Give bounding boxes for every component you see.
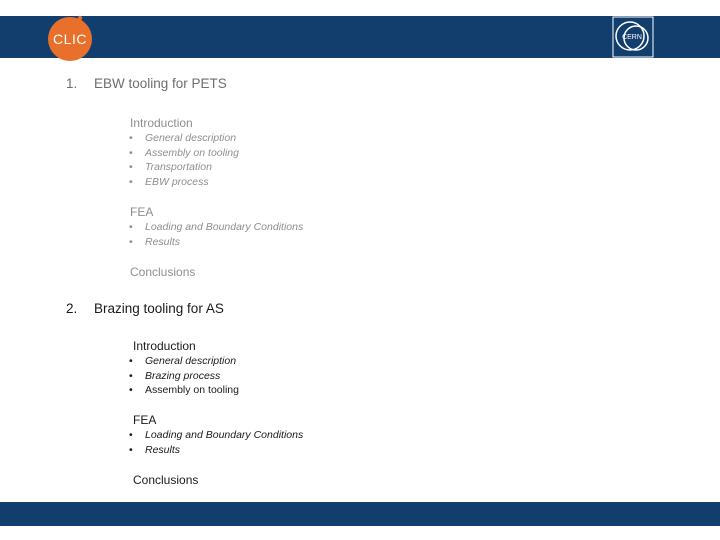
list-item: • General description — [129, 354, 239, 369]
section-1-fea-list — [129, 220, 303, 249]
section-1-intro-list — [129, 131, 239, 189]
list-item: • Assembly on tooling — [129, 146, 239, 161]
cern-logo-text: CERN — [622, 34, 642, 41]
clic-logo — [46, 12, 98, 64]
list-item: • Assembly on tooling — [129, 383, 239, 398]
section-2-conclusions: Conclusions — [133, 473, 199, 487]
list-item: • EBW process — [129, 175, 239, 190]
section-1-label: EBW tooling for PETS — [94, 76, 227, 91]
list-item: • General description — [129, 131, 239, 146]
footer-bar — [0, 502, 720, 526]
section-2-intro-heading: Introduction — [133, 339, 196, 353]
clic-logo-text: CLIC — [53, 31, 87, 47]
cern-logo — [612, 16, 654, 58]
list-item: • Transportation — [129, 160, 239, 175]
section-1-conclusions: Conclusions — [130, 265, 196, 279]
section-1-fea-heading: FEA — [130, 205, 154, 219]
section-2-intro-list — [129, 354, 239, 398]
list-item: • Results — [129, 443, 303, 458]
section-2-fea-list — [129, 428, 303, 457]
section-2-fea-heading: FEA — [133, 413, 157, 427]
section-1-title — [66, 76, 227, 91]
list-item: • Loading and Boundary Conditions — [129, 428, 303, 443]
list-item: • Results — [129, 235, 303, 250]
section-2-title — [66, 301, 224, 316]
section-1-number: 1. — [66, 76, 78, 91]
section-2-label: Brazing tooling for AS — [94, 301, 224, 316]
list-item: • Loading and Boundary Conditions — [129, 220, 303, 235]
list-item: • Brazing process — [129, 369, 239, 384]
section-1-intro-heading: Introduction — [130, 116, 193, 130]
section-2-number: 2. — [66, 301, 78, 316]
